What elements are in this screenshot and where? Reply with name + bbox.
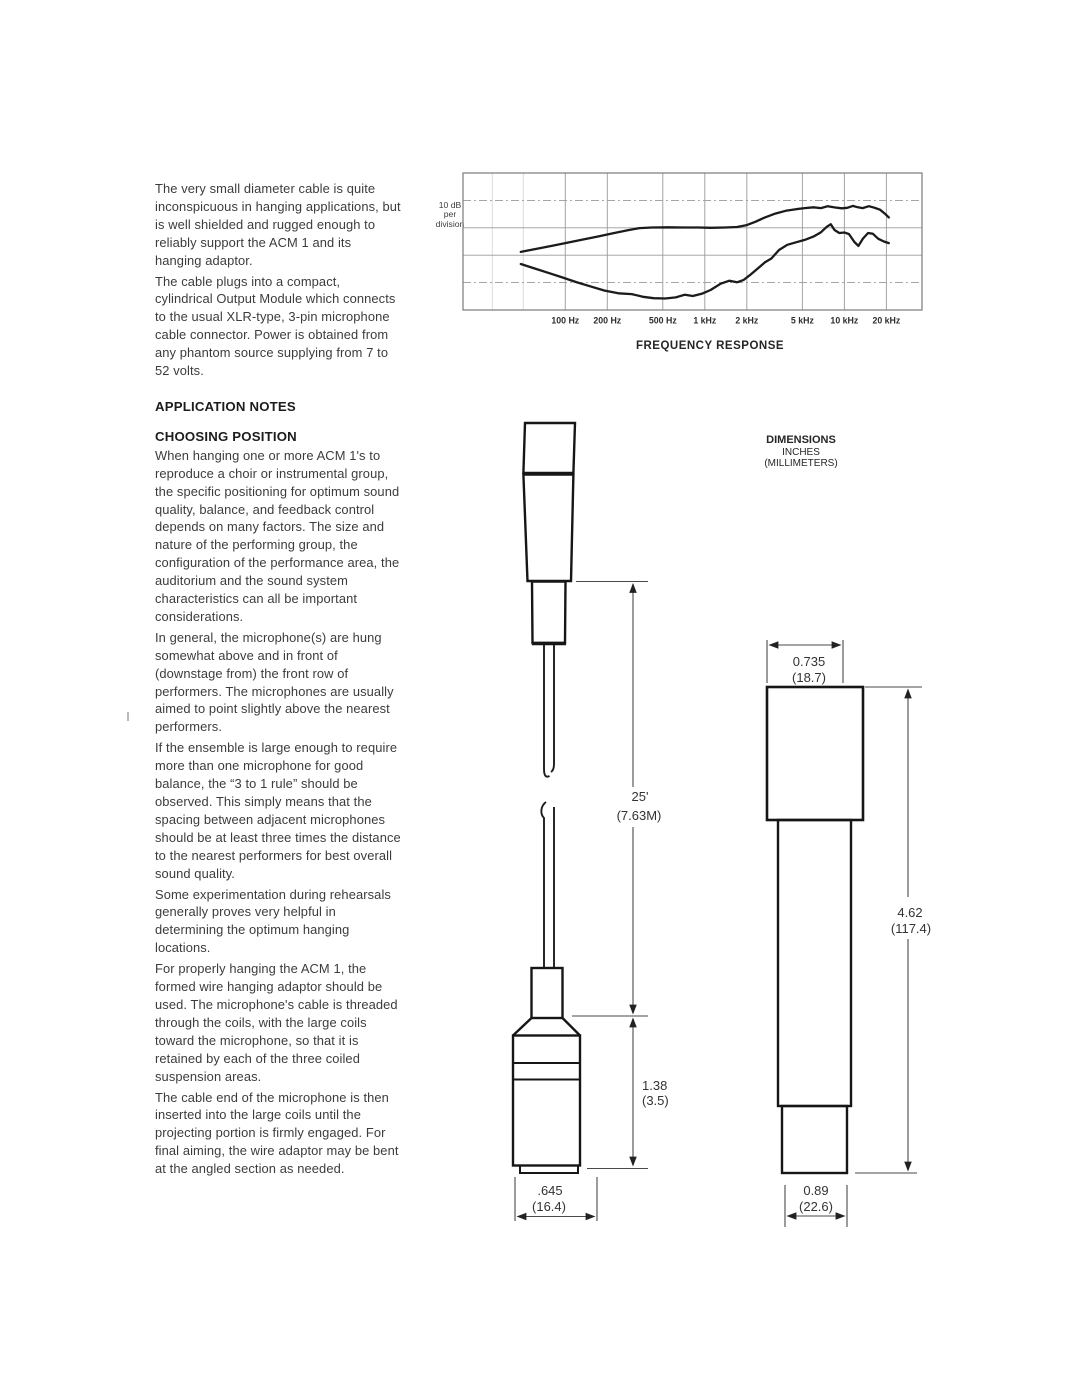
om-connector-section (782, 1106, 847, 1173)
body-paragraph: The cable plugs into a compact, cylindrical Output Module which connects to the usual XLR-type, 3-pin microphone cable connector. Power is obtained from any phantom source supplying from 7 to 52 volts. (155, 273, 396, 379)
om-diameter-value: 0.735 (792, 654, 826, 669)
dimensions-header-line2: INCHES (782, 446, 820, 458)
microphone-outline (523, 423, 575, 644)
dimension-labels (792, 654, 931, 1214)
section-heading: APPLICATION NOTES (155, 398, 296, 414)
module-diameter-value: .645 (537, 1183, 563, 1198)
body-paragraph: For properly hanging the ACM 1, the formed wire hanging adaptor should be used. The microphone's cable is threaded through the coils, with the large coils toward the microphone, so that it is retained by each of the three coiled suspension areas. (155, 961, 398, 1084)
om-diameter-metric: (18.7) (792, 670, 826, 685)
microphone-cable-diagram (500, 415, 690, 1230)
body-paragraph: The very small diameter cable is quite inconspicuous in hanging applications, but is well shielded and rugged enough to reliably support the ACM 1 and its hanging adaptor. (155, 181, 401, 268)
x-tick-label: 1 kHz (693, 315, 717, 326)
om-connector-diameter-value: 0.89 (803, 1183, 829, 1198)
module-neck (532, 968, 563, 1018)
x-tick-label: 10 kHz (830, 315, 859, 326)
mic-rear-section (532, 582, 566, 644)
body-text-column (155, 180, 401, 1181)
y-axis-label-line: per (443, 209, 457, 220)
dimensions-header-line1: DIMENSIONS (766, 434, 836, 446)
module-body (513, 1036, 580, 1166)
body-paragraph: The cable end of the microphone is then inserted into the large coils until the projecting portion is firmly engaged. For final aiming, the wire adaptor may be bent at the angled section as needed. (155, 1089, 399, 1177)
module-diameter-metric: (16.4) (532, 1199, 566, 1214)
om-connector-diameter-metric: (22.6) (799, 1199, 833, 1214)
x-tick-label: 20 kHz (872, 315, 901, 326)
om-length-value: 4.62 (897, 905, 923, 920)
dimension-labels (532, 789, 669, 1214)
mic-tapered-body (523, 475, 573, 582)
x-tick-label: 5 kHz (790, 315, 814, 326)
dimensions-header (741, 435, 861, 470)
cable-upper-run (544, 645, 554, 777)
x-tick-label: 200 Hz (593, 315, 622, 326)
chart-x-tick-labels (551, 316, 901, 326)
section-heading: CHOOSING POSITION (155, 428, 297, 444)
dimensions-header-line3: (MILLIMETERS) (764, 458, 838, 469)
om-barrel (778, 820, 851, 1106)
output-module-diagram (740, 630, 940, 1230)
module-length-value: 1.38 (642, 1078, 668, 1093)
module-length-metric: (3.5) (642, 1093, 669, 1108)
dimension-lines (515, 582, 648, 1222)
cable-lower-run (541, 802, 554, 968)
cable-end-module-outline (513, 968, 580, 1173)
frequency-response-chart (430, 166, 940, 334)
body-paragraph: If the ensemble is large enough to require more than one microphone for good balance, the “3 to 1 rule” should be observed. This simply means that the spacing between adjacent microphones should be at least three times the distance to the nearest performers for best overall sound quality. (155, 740, 401, 881)
module-ring-lines (513, 1063, 580, 1080)
x-tick-label: 100 Hz (551, 315, 580, 326)
om-length-metric: (117.4) (890, 921, 932, 936)
chart-caption: FREQUENCY RESPONSE (635, 340, 785, 352)
scan-artifact-mark (127, 712, 129, 721)
y-axis-label-line: 10 dB (438, 200, 462, 210)
module-shoulder (513, 1018, 580, 1036)
body-paragraph: Some experimentation during rehearsals generally proves very helpful in determining the optimum hanging locations. (155, 886, 391, 956)
mic-capsule (523, 423, 575, 473)
body-paragraph: In general, the microphone(s) are hung somewhat above and in front of (downstage from) the front row of performers. The microphones are usually aimed to point slightly above the nearest performers. (155, 629, 394, 735)
x-tick-label: 500 Hz (648, 315, 677, 326)
x-tick-label: 2 kHz (735, 315, 759, 326)
output-module-outline (767, 687, 863, 1173)
cable-length-metric: (7.63M) (616, 808, 662, 823)
om-top-section (767, 687, 863, 820)
cable-length-value: 25' (631, 789, 649, 804)
body-paragraph: When hanging one or more ACM 1's to reproduce a choir or instrumental group, the specific positioning for optimum sound quality, balance, and feedback control depends on many factors. The size and nature of the performing group, the configuration of the performance area, the auditorium and the sound system characteristics can all be important considerations. (155, 447, 400, 624)
y-axis-label-line: division (435, 218, 465, 229)
